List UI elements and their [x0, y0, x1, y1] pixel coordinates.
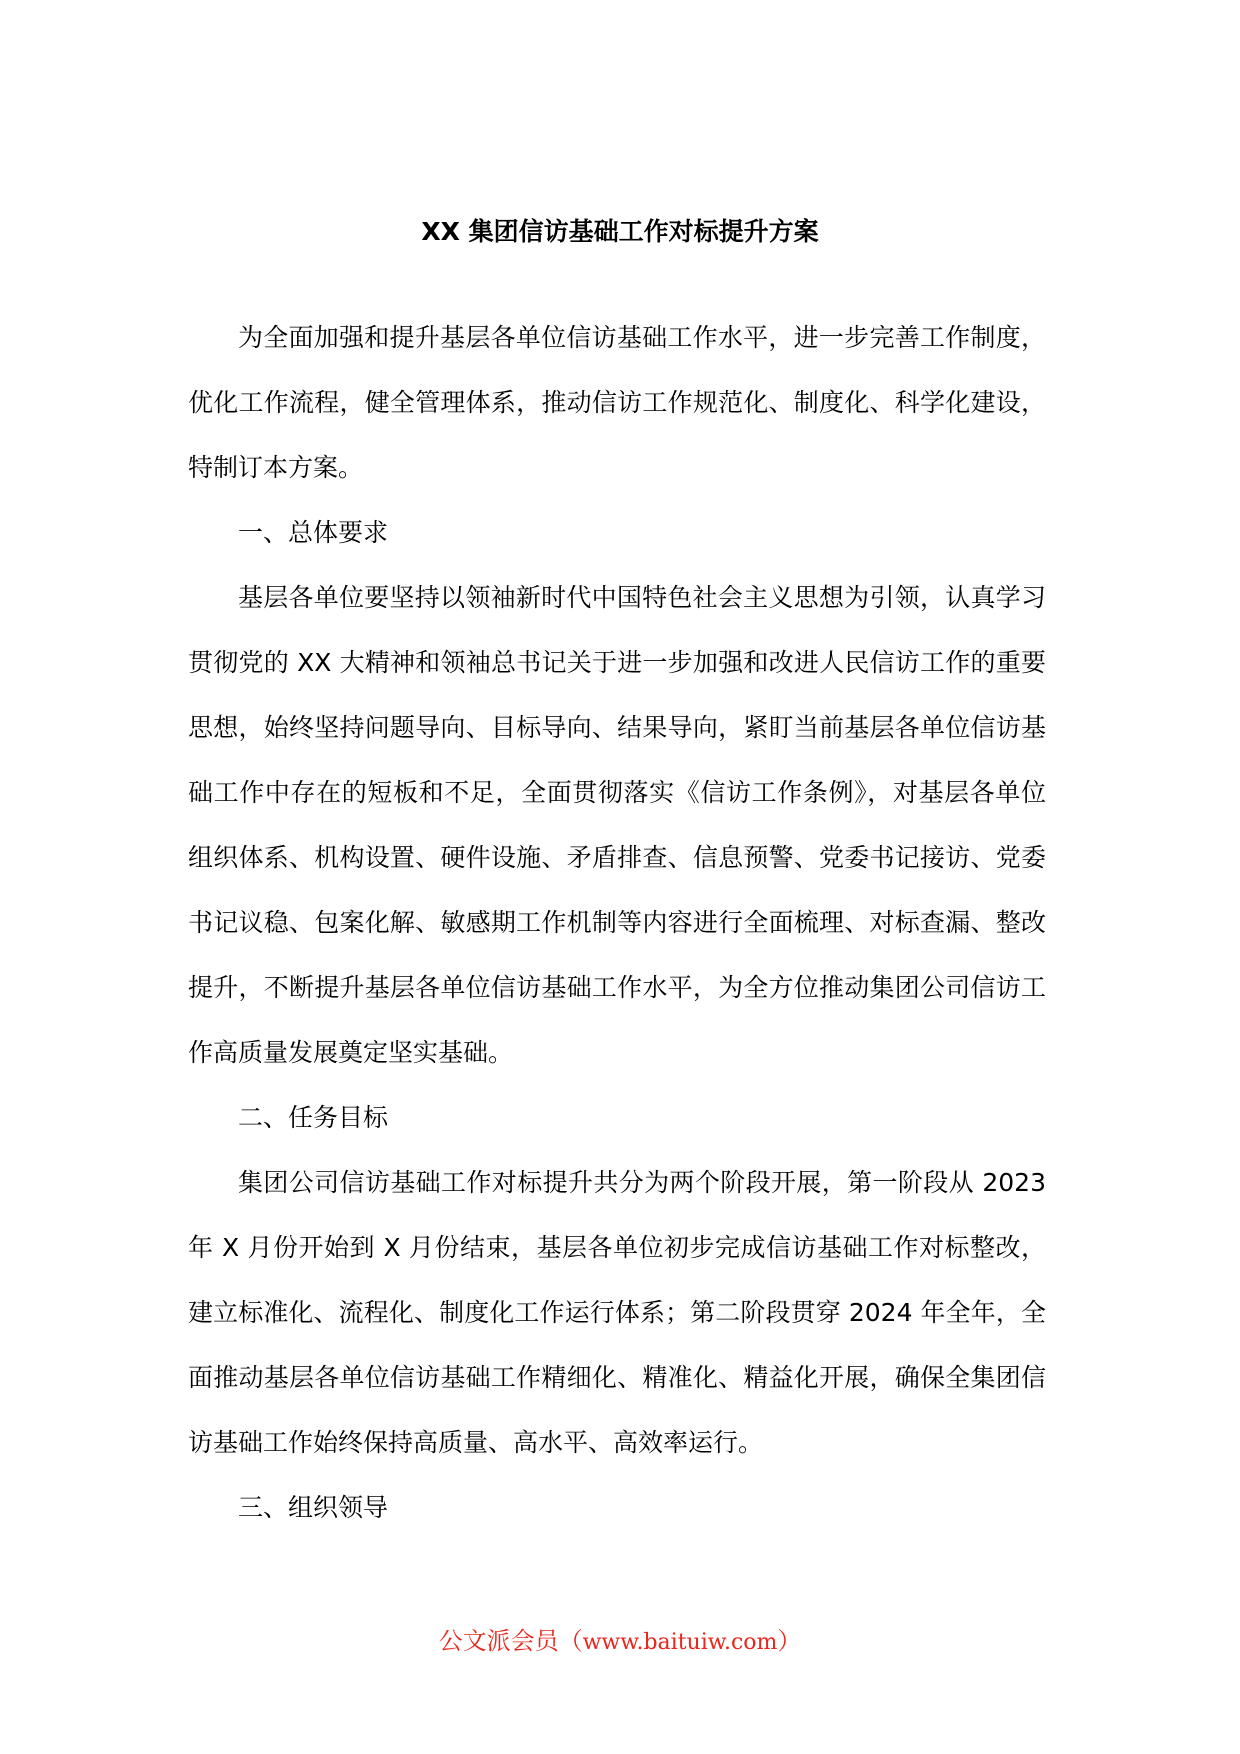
footer-close: ） [777, 1627, 802, 1655]
footer-watermark [0, 1624, 1240, 1660]
footer-label: 公文派会员（ [438, 1627, 583, 1655]
document-title: XX 集团信访基础工作对标提升方案 [421, 217, 819, 246]
general-requirements-paragraph: 基层各单位要坚持以领袖新时代中国特色社会主义思想为引领，认真学习贯彻党的 XX 大精神和领袖总书记关于进一步加强和改进人民信访工作的重要思想，始终坚持问题导向、目标导向、结果导向，紧盯当前基层各单位信访基础工作中存在的短板和不足，全面贯彻落实《信访工作条例》，对基层各单位组织体系、机构设置、硬件设施、矛盾排查、信息预警、党委书记接访、党委书记议稳、包案化解、敏感期工作机制等内容进行全面梳理、对标查漏、整改提升，不断提升基层各单位信访基础工作水平，为全方位推动集团公司信访工作高质量发展奠定坚实基础。 [188, 583, 1046, 1067]
intro-paragraph: 为全面加强和提升基层各单位信访基础工作水平，进一步完善工作制度，优化工作流程，健全管理体系，推动信访工作规范化、制度化、科学化建设，特制订本方案。 [188, 323, 1046, 482]
section-heading-task-goals: 二、任务目标 [238, 1103, 389, 1132]
task-goals-paragraph: 集团公司信访基础工作对标提升共分为两个阶段开展，第一阶段从 2023 年 X 月份开始到 X 月份结束，基层各单位初步完成信访基础工作对标整改，建立标准化、流程化、制度化工作运行体系；第二阶段贯穿 2024 年全年，全面推动基层各单位信访基础工作精细化、精准化、精益化开展，确保全集团信访基础工作始终保持高质量、高水平、高效率运行。 [188, 1168, 1046, 1457]
section-heading-organization-leadership: 三、组织领导 [238, 1493, 389, 1522]
section-heading-general-requirements: 一、总体要求 [238, 518, 389, 547]
document-body [188, 305, 1046, 1540]
footer-url[interactable]: www.baituiw.com [582, 1630, 778, 1655]
